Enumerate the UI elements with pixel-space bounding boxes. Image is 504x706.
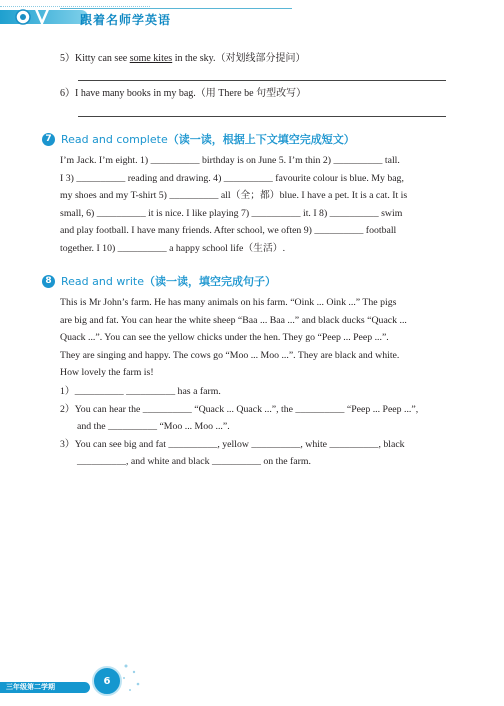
item-2: 2）You can hear the __________ “Quack ... Quack ...”, the __________ “Peep ... Peep ...”, (60, 403, 419, 415)
page-header (0, 0, 504, 32)
section-8-title-cn: （读一读，填空完成句子） (143, 275, 276, 288)
passage-line: are big and fat. You can hear the white sheep “Baa ... Baa ...” and black ducks “Quack ... (60, 314, 407, 326)
section-7-heading (42, 131, 355, 147)
section-8-number: 8 (42, 275, 55, 288)
question-6: 6）I have many books in my bag.（用 There be 句型改写） (60, 88, 307, 99)
passage-line: This is Mr John’s farm. He has many animals on his farm. “Oink ... Oink ...” The pigs (60, 297, 397, 308)
section-8-title (61, 273, 276, 289)
question-5-text-b: in the sky.（对划线部分提问） (172, 53, 306, 64)
question-5-underlined: some kites (129, 53, 173, 64)
header-title: 跟着名师学英语 (80, 13, 172, 27)
decorative-dots-icon (120, 660, 180, 700)
section-7-title-cn: （读一读，根据上下文填空完成短文） (167, 133, 355, 146)
section-8-items (60, 383, 448, 471)
question-5 (60, 52, 305, 66)
passage-line: small, 6) __________ it is nice. I like playing 7) __________ it. I 8) __________ swim (60, 207, 403, 219)
answer-line-5[interactable] (78, 80, 446, 81)
item-3-continued: __________, and white and black __________ on the farm. (77, 456, 311, 467)
passage-line: my shoes and my T-shirt 5) __________ all（全；都）blue. I have a pet. It is a cat. It is (60, 190, 408, 201)
passage-line: and play football. I have many friends. After school, we often 9) __________ football (60, 225, 397, 236)
item-3: 3）You can see big and fat __________, yellow __________, white __________, black (60, 438, 405, 450)
page-number: 6 (92, 666, 122, 696)
page-footer (0, 660, 504, 706)
section-7-title-en: Read and complete (61, 133, 168, 146)
footer-grade-label: 三年级第二学期 (6, 683, 55, 691)
book-logo-icon (12, 5, 52, 27)
section-8-heading (42, 273, 276, 289)
passage-line: together. I 10) __________ a happy school life（生活）. (60, 242, 286, 254)
item-2-continued: and the __________ “Moo ... Moo ...”. (77, 421, 230, 432)
section-8-title-en: Read and write (61, 275, 144, 288)
passage-line: They are singing and happy. The cows go “Moo ... Moo ...”. They are black and white. (60, 349, 400, 361)
section-7-number: 7 (42, 133, 55, 146)
item-1: 1）__________ __________ has a farm. (60, 386, 221, 397)
passage-line: I 3) __________ reading and drawing. 4) __________ favourite colour is blue. My bag, (60, 172, 404, 184)
header-rule (60, 8, 292, 9)
section-7-passage (60, 152, 448, 257)
section-8-passage (60, 294, 448, 382)
passage-line: I’m Jack. I’m eight. 1) __________ birthday is on June 5. I’m thin 2) __________ tall. (60, 155, 400, 166)
passage-line: How lovely the farm is! (60, 367, 154, 378)
answer-line-6[interactable] (78, 116, 446, 117)
section-7-title (61, 131, 355, 147)
passage-line: Quack ...”. You can see the yellow chicks under the hen. They go “Peep ... Peep ...”. (60, 332, 389, 343)
question-5-text-a: 5）Kitty can see (60, 53, 130, 64)
